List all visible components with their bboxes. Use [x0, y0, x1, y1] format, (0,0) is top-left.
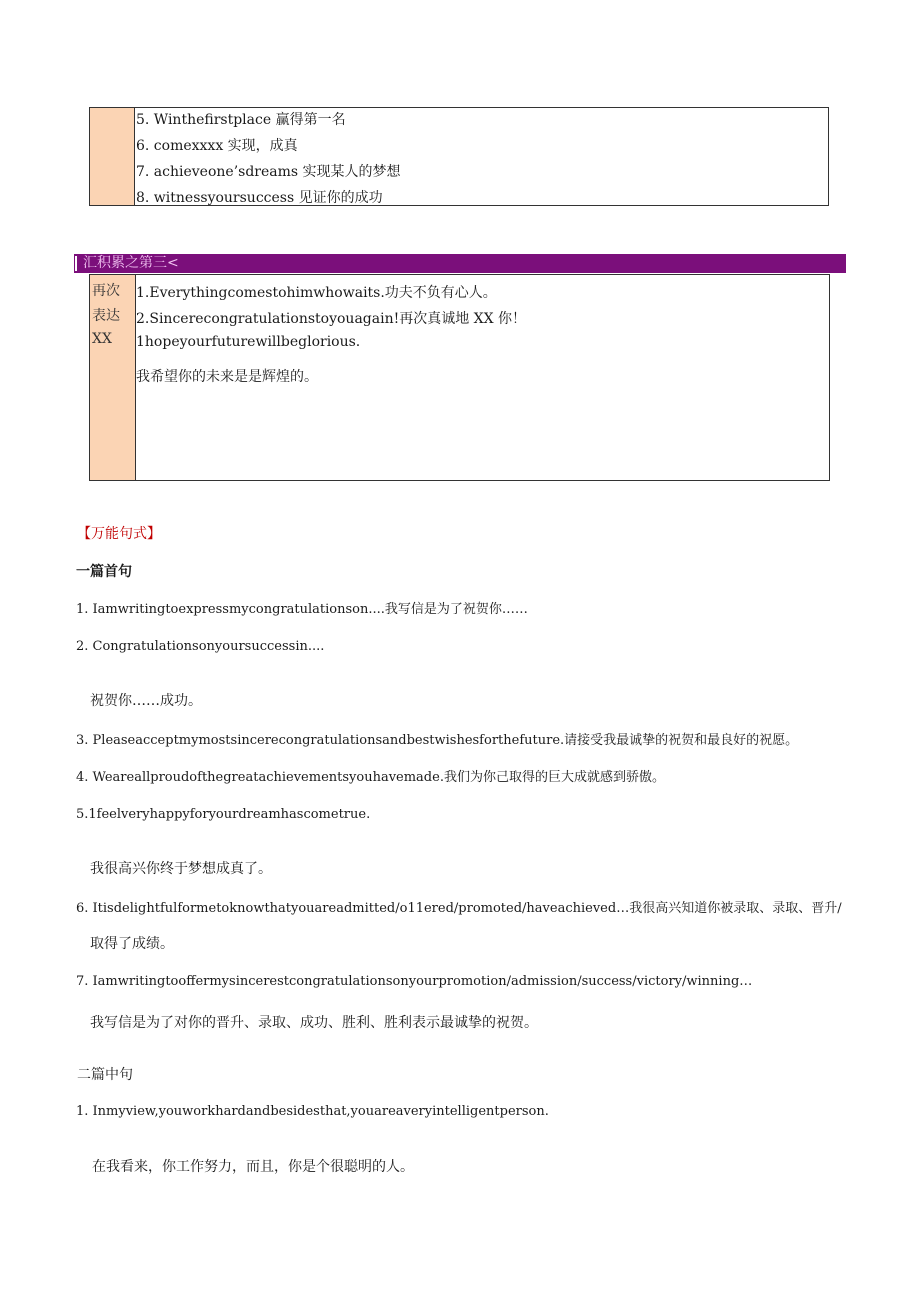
bar-marker — [75, 256, 77, 271]
sentence-item: 1. Inmyview,youworkhardandbesidesthat,youareaveryintelligentperson. — [76, 1104, 549, 1119]
section-bar — [74, 254, 846, 273]
sentence-translation: 取得了成绩。 — [90, 936, 174, 952]
sentence-translation: 我很高兴你终于梦想成真了。 — [90, 861, 272, 877]
sentence-item: 1. Iamwritingtoexpressmycongratulationson....我写信是为了祝贺你…… — [76, 602, 528, 617]
sentence-item: 3. Pleaseacceptmymostsincerecongratulationsandbestwishesforthefuture.请接受我最诚挚的祝贺和最良好的祝愿。 — [76, 733, 799, 748]
table-line: 1hopeyourfuturewillbeglorious. — [136, 334, 361, 350]
side-label: 表达 — [92, 308, 120, 324]
sentence-translation: 祝贺你……成功。 — [90, 693, 202, 709]
table-line: 6. comexxxx 实现，成真 — [136, 138, 298, 154]
sentence-item: 2. Congratulationsonyoursuccessin.... — [76, 639, 325, 654]
section-bar-title: 汇积累之第三< — [83, 255, 179, 271]
side-label: 再次 — [92, 283, 120, 299]
sentence-translation: 在我看来，你工作努力，而且，你是个很聪明的人。 — [92, 1159, 414, 1175]
sentence-item: 5.1feelveryhappyforyourdreamhascometrue. — [76, 807, 371, 822]
table-line: 2.Sincerecongratulationstoyouagain!再次真诚地 XX 你！ — [136, 311, 527, 327]
sentence-translation: 我写信是为了对你的晋升、录取、成功、胜利、胜利表示最诚挚的祝贺。 — [90, 1015, 538, 1031]
sentence-item: 7. Iamwritingtooffermysincerestcongratulationsonyourpromotion/admission/success/victory/winning… — [76, 974, 753, 989]
vocab-table-2 — [89, 274, 830, 481]
vocab-table-1 — [89, 107, 829, 206]
table-side-cell — [90, 108, 135, 205]
table-line: 8. witnessyoursuccess 见证你的成功 — [136, 190, 383, 206]
part2-heading: 二篇中句 — [77, 1067, 133, 1083]
table-line: 7. achieveone’sdreams 实现某人的梦想 — [136, 164, 401, 180]
part1-heading: 一篇首句 — [76, 564, 132, 580]
table-line: 5. Winthefirstplace 赢得第一名 — [136, 112, 346, 128]
table-side-cell — [90, 275, 136, 480]
sentence-item: 4. Weareallproudofthegreatachievementsyouhavemade.我们为你己取得的巨大成就感到骄傲。 — [76, 770, 665, 785]
sentence-item: 6. Itisdelightfulformetoknowthatyouareadmitted/o11ered/promoted/haveachieved…我很高兴知道你被录取、录取、晋升/ — [76, 901, 842, 916]
wanneng-heading: 【万能句式】 — [77, 526, 161, 542]
table-line: 1.Everythingcomestohimwhowaits.功夫不负有心人。 — [136, 285, 497, 301]
side-label: XX — [92, 331, 112, 347]
table-line: 我希望你的未来是是辉煌的。 — [136, 369, 318, 385]
